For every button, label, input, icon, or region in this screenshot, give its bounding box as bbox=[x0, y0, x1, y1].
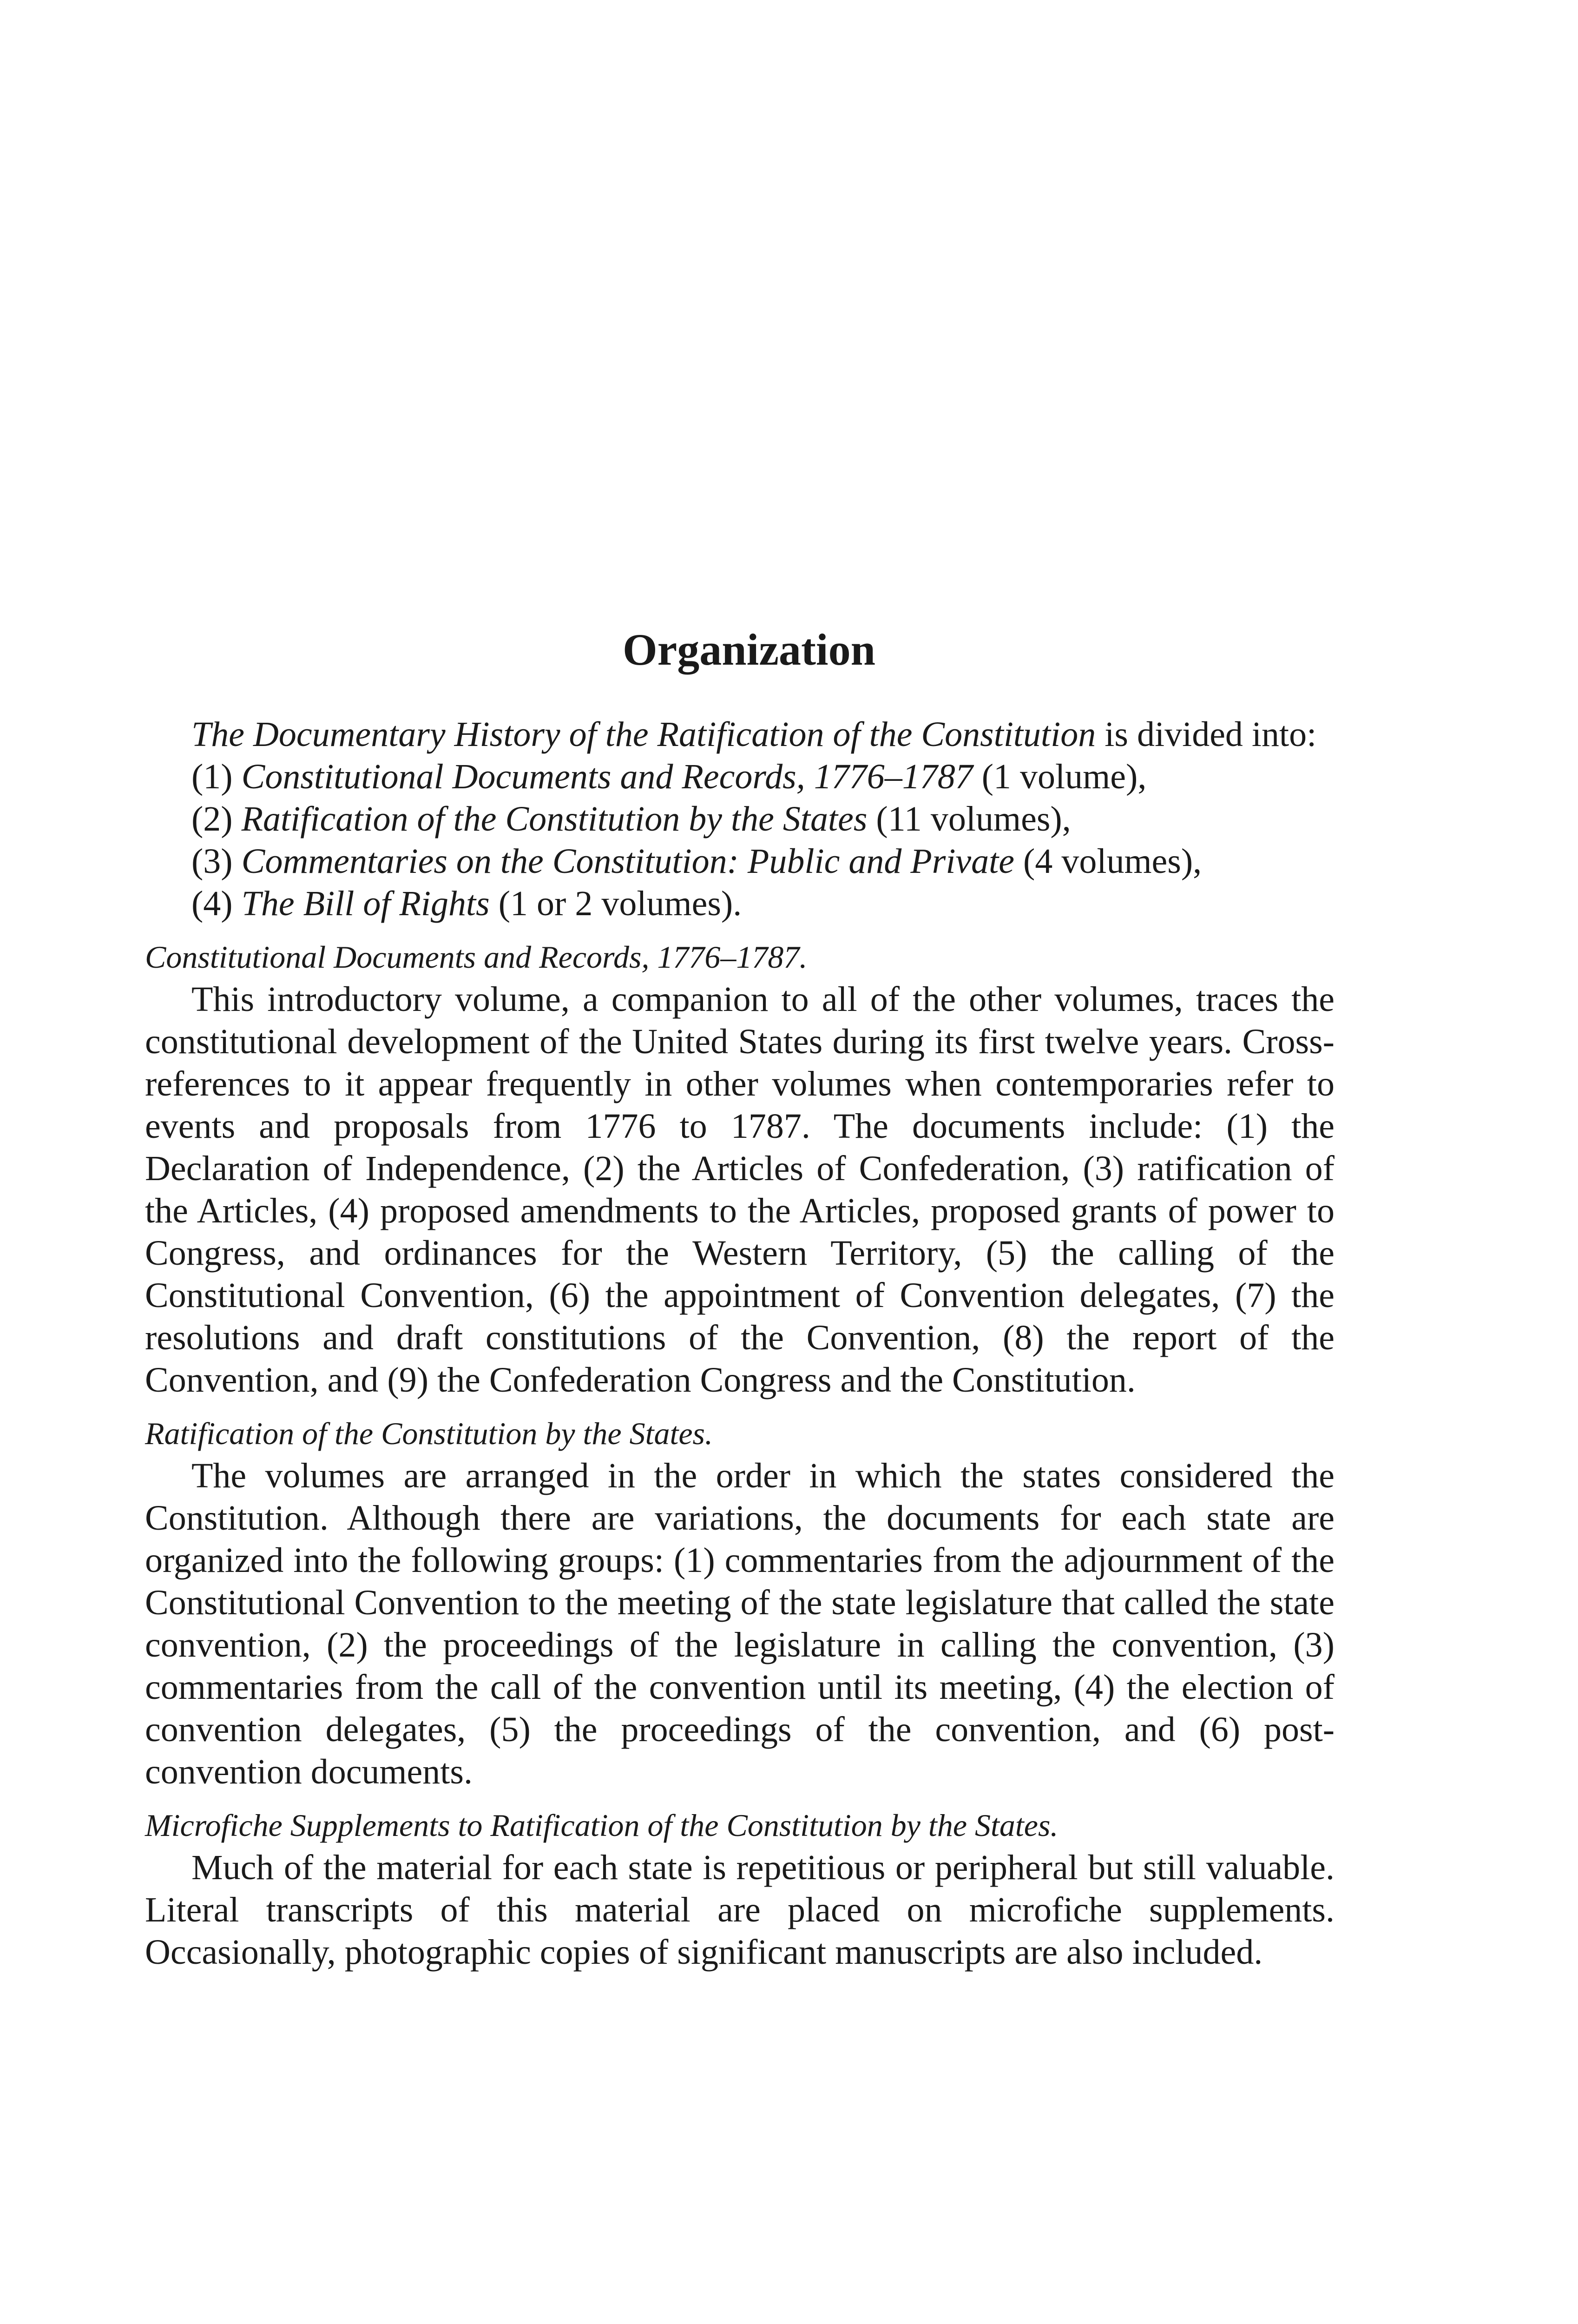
section-heading-microfiche: Microfiche Supplements to Ratification of the Constitution by the States. bbox=[145, 1808, 1059, 1843]
document-page bbox=[145, 623, 1335, 1974]
section-heading-constitutional-documents: Constitutional Documents and Records, 1776–1787. bbox=[145, 939, 808, 975]
page-title: Organization bbox=[623, 625, 875, 674]
section-body-constitutional-documents: This introductory volume, a companion to all of the other volumes, traces the constitutional development of the United States during its first twelve years. Cross-references to it appear frequently in other volumes when contemporaries refer to events and proposals from 1776 to 1787. The documents include: (1) the Declaration of Independence, (2) the Articles of Confederation, (3) ratification of the Articles, (4) proposed amendments to the Articles, proposed grants of power to Congress, and ordinances for the Western Territory, (5) the calling of the Constitutional Convention, (6) the appointment of Convention delegates, (7) the resolutions and draft constitutions of the Convention, (8) the report of the Convention, and (9) the Confederation Congress and the Constitution. bbox=[145, 980, 1335, 1400]
list-item-title: Constitutional Documents and Records, 1776–1787 bbox=[241, 757, 973, 797]
list-item bbox=[145, 756, 1335, 798]
list-item-number: (1) bbox=[191, 757, 242, 797]
list-item-title: Ratification of the Constitution by the States bbox=[241, 799, 868, 839]
list-item-number: (4) bbox=[191, 884, 242, 924]
list-item bbox=[145, 840, 1335, 883]
series-list bbox=[145, 756, 1335, 925]
list-item-volumes: (1 or 2 volumes). bbox=[489, 884, 742, 924]
list-item-title: The Bill of Rights bbox=[241, 884, 490, 924]
intro-rest: is divided into: bbox=[1096, 715, 1317, 754]
list-item-volumes: (11 volumes), bbox=[867, 799, 1071, 839]
list-item-volumes: (4 volumes), bbox=[1014, 842, 1202, 881]
intro-paragraph bbox=[145, 713, 1335, 756]
list-item bbox=[145, 798, 1335, 840]
list-item-number: (3) bbox=[191, 842, 242, 881]
section-body-ratification: The volumes are arranged in the order in which the states considered the Constitution. Although there are variations, the documents for each state are organized into the following groups: (1) commentaries from the adjournment of the Constitutional Convention to the meeting of the state legislature that called the state convention, (2) the proceedings of the legislature in calling the convention, (3) commentaries from the call of the convention until its meeting, (4) the election of convention delegates, (5) the proceedings of the convention, and (6) post-convention documents. bbox=[145, 1456, 1335, 1792]
list-item-number: (2) bbox=[191, 799, 242, 839]
section-body-microfiche: Much of the material for each state is repetitious or peripheral but still valuable. Literal transcripts of this material are placed on microfiche supplements. Occasionally, photographic copies of significant manuscripts are also included. bbox=[145, 1848, 1335, 1972]
list-item bbox=[145, 883, 1335, 925]
list-item-title: Commentaries on the Constitution: Public and Private bbox=[241, 842, 1015, 881]
list-item-volumes: (1 volume), bbox=[973, 757, 1147, 797]
intro-work-title: The Documentary History of the Ratification of the Constitution bbox=[191, 715, 1096, 754]
section-heading-ratification: Ratification of the Constitution by the States. bbox=[145, 1416, 713, 1452]
